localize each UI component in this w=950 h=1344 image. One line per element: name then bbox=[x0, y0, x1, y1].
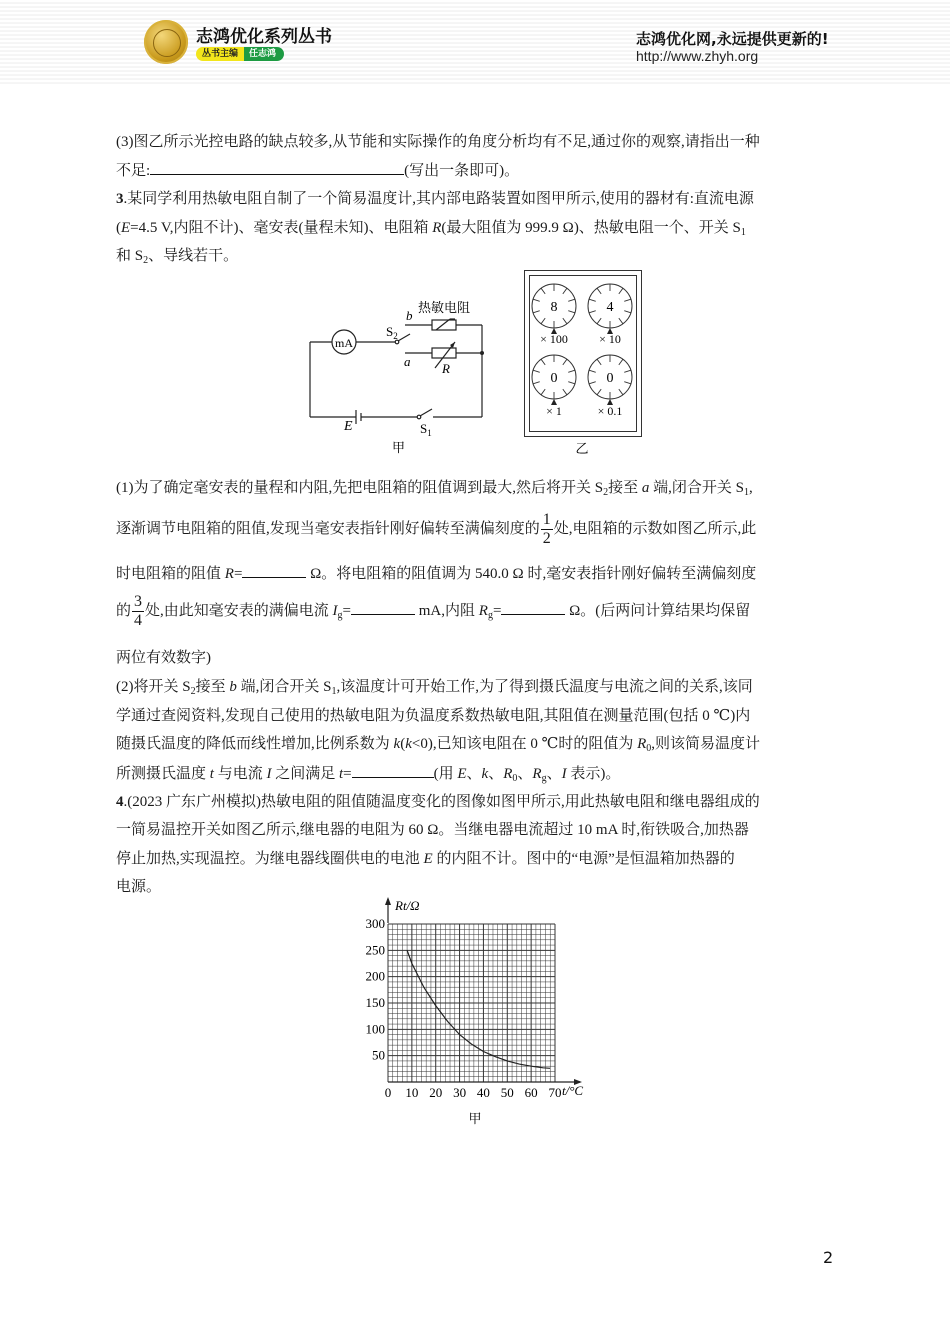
dial-multiplier-1: × 1 bbox=[546, 404, 562, 418]
q3-line1 bbox=[116, 189, 754, 209]
resistor-label: R bbox=[442, 361, 450, 376]
text: (3)图乙所示光控电路的缺点较多,从节能和实际操作的角度分析均有不足,通过你的观察,请指出一种 bbox=[116, 134, 760, 150]
var-k: k bbox=[481, 766, 489, 782]
text: 表示)。 bbox=[566, 766, 621, 782]
text: =4.5 V,内阻不计)、毫安表(量程未知)、电阻箱 bbox=[130, 220, 433, 236]
var-a: a bbox=[641, 480, 650, 496]
terminal-b: b bbox=[406, 308, 413, 323]
text: = bbox=[342, 603, 351, 619]
q3-part2-line4 bbox=[116, 763, 620, 784]
dial-multiplier-0-1: × 0.1 bbox=[597, 404, 623, 418]
svg-text:0: 0 bbox=[384, 1085, 392, 1100]
question-number: 3 bbox=[116, 191, 124, 207]
y-axis-label: Rt/Ω bbox=[395, 898, 420, 913]
subscript: g bbox=[541, 773, 547, 784]
text: 逐渐调节电阻箱的阻值,发现当毫安表指针刚好偏转至满偏刻度的 bbox=[116, 521, 540, 537]
answer-blank-R[interactable] bbox=[242, 563, 306, 578]
var-Rg: R bbox=[532, 766, 542, 782]
var-I: I bbox=[561, 766, 567, 782]
box-caption: 乙 bbox=[575, 441, 589, 456]
text: = bbox=[492, 603, 502, 619]
var-t: t bbox=[209, 766, 214, 782]
text: 随摄氏温度的降低而线性增加,比例系数为 bbox=[116, 736, 394, 752]
var-R: R bbox=[432, 220, 442, 236]
text: 的 bbox=[116, 603, 132, 619]
text: (最大阻值为 999.9 Ω)、热敏电阻一个、开关 S bbox=[441, 220, 741, 236]
text: 、导线若干。 bbox=[148, 248, 239, 264]
text: 的内阻不计。图中的“电源”是恒温箱加热器的 bbox=[432, 851, 735, 867]
text: 、 bbox=[546, 766, 562, 782]
var-E: E bbox=[423, 851, 433, 867]
thermistor-label: 热敏电阻 bbox=[418, 300, 471, 315]
text: = bbox=[343, 766, 352, 782]
text: (用 bbox=[433, 766, 458, 782]
text: , bbox=[748, 480, 753, 496]
subscript: 0 bbox=[512, 773, 518, 784]
editor-name: 任志鸿 bbox=[244, 47, 284, 61]
q3-part1-line5 bbox=[116, 648, 211, 668]
text: 端,闭合开关 S bbox=[236, 679, 332, 695]
svg-text:30: 30 bbox=[453, 1085, 467, 1100]
text: 之间满足 bbox=[271, 766, 339, 782]
dial-digit-10: 4 bbox=[606, 300, 614, 315]
q3-part1-line3 bbox=[116, 563, 756, 584]
chart-grid bbox=[388, 924, 555, 1082]
q3-part2-line2 bbox=[116, 706, 750, 726]
q4-line4 bbox=[116, 877, 161, 897]
svg-text:20: 20 bbox=[429, 1085, 443, 1100]
text: 端,闭合开关 S bbox=[649, 480, 744, 496]
subscript: 2 bbox=[143, 255, 149, 266]
svg-text:10: 10 bbox=[405, 1085, 419, 1100]
answer-blank-Rg[interactable] bbox=[501, 600, 565, 615]
resistance-box-dials bbox=[524, 270, 644, 460]
site-url-link[interactable]: http://www.zhyh.org bbox=[636, 48, 759, 64]
q3-part1-line1 bbox=[116, 478, 753, 498]
editor-label: 丛书主编 bbox=[196, 47, 244, 61]
text: 、 bbox=[466, 766, 482, 782]
subscript: 2 bbox=[190, 686, 196, 697]
logo-coin-icon bbox=[144, 20, 188, 64]
svg-text:40: 40 bbox=[476, 1085, 490, 1100]
text: ( bbox=[116, 220, 121, 236]
subscript: 1 bbox=[740, 227, 746, 238]
dial-digit-100: 8 bbox=[550, 300, 558, 315]
var-E: E bbox=[457, 766, 467, 782]
q4-line2 bbox=[116, 820, 749, 840]
text: .某同学利用热敏电阻自制了一个简易温度计,其内部电路装置如图甲所示,使用的器材有:直流电源 bbox=[123, 191, 754, 207]
text: 、 bbox=[517, 766, 533, 782]
q3-line2 bbox=[116, 218, 746, 238]
var-I: I bbox=[266, 766, 272, 782]
var-R0: R bbox=[503, 766, 513, 782]
var-R: R bbox=[224, 566, 234, 582]
q4-line1 bbox=[116, 792, 760, 812]
text: .(2023 广东广州模拟)热敏电阻的阻值随温度变化的图像如图甲所示,用此热敏电阻和继电器组成的 bbox=[123, 794, 760, 810]
page-header bbox=[0, 0, 950, 85]
svg-text:100: 100 bbox=[365, 1021, 385, 1037]
dial-multiplier-10: × 10 bbox=[599, 332, 621, 346]
brand-title: 志鸿优化系列丛书 bbox=[196, 27, 332, 47]
subscript: 2 bbox=[603, 487, 609, 498]
text: (2)将开关 S bbox=[116, 679, 191, 695]
text: 学通过查阅资料,发现自己使用的热敏电阻为负温度系数热敏电阻,其阻值在测量范围(包括 0 ℃)内 bbox=[116, 708, 751, 724]
text: 处,由此知毫安表的满偏电流 bbox=[145, 603, 333, 619]
svg-text:50: 50 bbox=[500, 1085, 514, 1100]
subscript: g bbox=[337, 610, 343, 621]
svg-text:300: 300 bbox=[365, 916, 385, 931]
text: ,则该简易温度计 bbox=[651, 736, 761, 752]
fraction-three-quarters: $\frac{3}{4}$ bbox=[134, 593, 143, 630]
answer-blank-Ig[interactable] bbox=[351, 600, 415, 615]
circuit-caption: 甲 bbox=[392, 440, 406, 455]
text: mA,内阻 bbox=[415, 603, 479, 619]
text: 、 bbox=[488, 766, 504, 782]
text: = bbox=[233, 566, 243, 582]
text: 接至 bbox=[608, 480, 642, 496]
answer-blank-t[interactable] bbox=[352, 763, 434, 778]
svg-text:70: 70 bbox=[548, 1085, 562, 1100]
q2-part3-line2 bbox=[116, 160, 519, 181]
text: 处,电阻箱的示数如图乙所示,此 bbox=[553, 521, 757, 537]
meter-label: mA bbox=[335, 336, 353, 350]
var-b: b bbox=[229, 679, 237, 695]
dial-digit-1: 0 bbox=[550, 371, 558, 386]
svg-text:50: 50 bbox=[372, 1047, 385, 1063]
text: ( bbox=[400, 736, 406, 752]
text: <0),已知该电阻在 0 ℃时的阻值为 bbox=[411, 736, 638, 752]
text: 时电阻箱的阻值 bbox=[116, 566, 225, 582]
text: 电源。 bbox=[116, 879, 162, 895]
q3-part2-line3 bbox=[116, 734, 760, 754]
svg-text:200: 200 bbox=[365, 968, 385, 984]
q2-part3-line1 bbox=[116, 132, 760, 152]
text: 接至 bbox=[195, 679, 230, 695]
terminal-a: a bbox=[404, 354, 411, 369]
answer-blank[interactable] bbox=[150, 160, 404, 175]
chart-caption: 甲 bbox=[468, 1111, 482, 1126]
var-R: R bbox=[478, 603, 488, 619]
text: Ω。将电阻箱的阻值调为 540.0 Ω 时,毫安表指针刚好偏转至满偏刻度 bbox=[306, 566, 757, 582]
text: 一简易温控开关如图乙所示,继电器的电阻为 60 Ω。当继电器电流超过 10 mA 时,衔铁吸合,加热器 bbox=[116, 822, 749, 838]
question-number: 4 bbox=[116, 794, 124, 810]
var-k: k bbox=[393, 736, 401, 752]
circuit-diagram bbox=[300, 290, 500, 460]
q3-part1-line4 bbox=[116, 592, 750, 630]
q4-line3 bbox=[116, 849, 735, 869]
switch1-label: $S_1$ bbox=[420, 421, 432, 438]
subscript: 1 bbox=[743, 487, 749, 498]
text: 停止加热,实现温控。为继电器线圈供电的电池 bbox=[116, 851, 424, 867]
page-number: 2 bbox=[823, 1248, 834, 1267]
subscript: g bbox=[487, 610, 493, 621]
subscript: 0 bbox=[646, 743, 652, 754]
battery-label: E bbox=[344, 419, 353, 434]
x-axis-label: t/°C bbox=[562, 1083, 584, 1098]
switch2-label: $S_2$ bbox=[386, 324, 398, 341]
text: 和 S bbox=[116, 248, 144, 264]
var-R: R bbox=[637, 736, 647, 752]
text: (1)为了确定毫安表的量程和内阻,先把电阻箱的阻值调到最大,然后将开关 S bbox=[116, 480, 604, 496]
q3-part1-line2 bbox=[116, 510, 756, 548]
text: 与电流 bbox=[213, 766, 267, 782]
fraction-one-half: $\frac{1}{2}$ bbox=[542, 511, 551, 548]
site-slogan: 志鸿优化网,永远提供更新的! bbox=[636, 30, 829, 48]
svg-text:60: 60 bbox=[524, 1085, 538, 1100]
subscript: 1 bbox=[331, 686, 337, 697]
q3-part2-line1 bbox=[116, 677, 753, 697]
q3-line3 bbox=[116, 246, 238, 266]
text: ,该温度计可开始工作,为了得到摄氏温度与电流之间的关系,该同 bbox=[336, 679, 753, 695]
var-I: I bbox=[332, 603, 338, 619]
text: (写出一条即可)。 bbox=[404, 163, 520, 179]
text: Ω。(后两问计算结果均保留 bbox=[565, 603, 751, 619]
text: 两位有效数字) bbox=[116, 650, 211, 666]
var-t: t bbox=[338, 766, 344, 782]
resistance-temperature-chart bbox=[355, 895, 595, 1135]
text: 所测摄氏温度 bbox=[116, 766, 210, 782]
svg-text:150: 150 bbox=[365, 995, 385, 1010]
dial-multiplier-100: × 100 bbox=[540, 332, 568, 346]
text: 不足: bbox=[116, 163, 151, 179]
dial-digit-0-1: 0 bbox=[606, 371, 614, 386]
var-k: k bbox=[405, 736, 412, 752]
editor-badge bbox=[196, 47, 284, 61]
var-E: E bbox=[121, 220, 131, 236]
svg-text:250: 250 bbox=[365, 942, 385, 958]
